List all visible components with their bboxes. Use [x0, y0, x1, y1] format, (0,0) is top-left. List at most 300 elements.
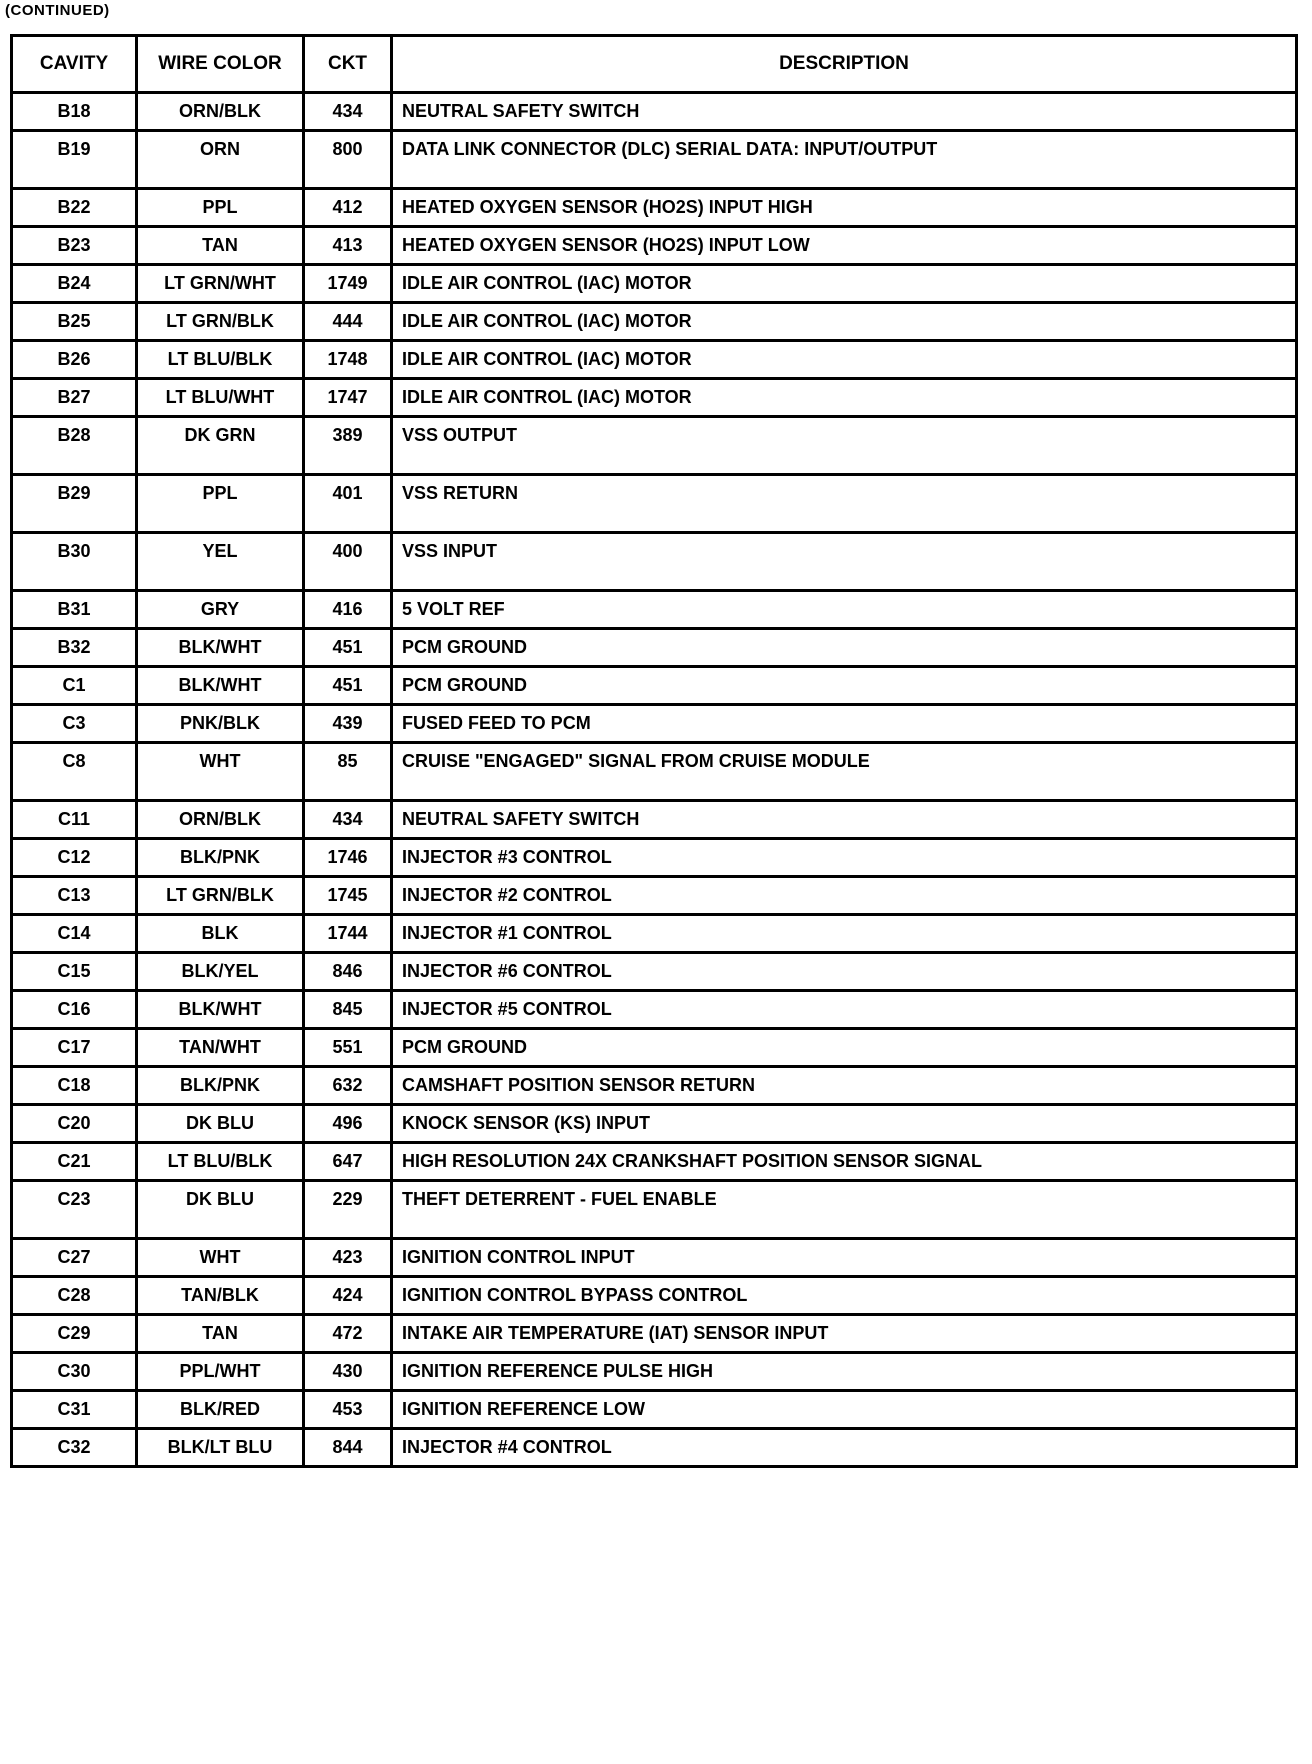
- cavity-value: B23: [57, 235, 91, 255]
- description-cell: [392, 877, 1297, 915]
- ckt-cell: [304, 591, 392, 629]
- cavity-value: B19: [57, 139, 91, 159]
- table-row: [12, 417, 1297, 475]
- cavity-value: C32: [57, 1437, 91, 1457]
- wire-color-cell: [137, 915, 304, 953]
- description-cell: [392, 303, 1297, 341]
- cavity-cell: [12, 1391, 137, 1429]
- description-value: IGNITION CONTROL BYPASS CONTROL: [402, 1285, 748, 1305]
- header-row: [12, 36, 1297, 93]
- ckt-value: 844: [332, 1437, 363, 1457]
- ckt-cell: [304, 991, 392, 1029]
- ckt-cell: [304, 1029, 392, 1067]
- description-value: FUSED FEED TO PCM: [402, 713, 591, 733]
- ckt-cell: [304, 1143, 392, 1181]
- wire-color-value: BLK/PNK: [180, 847, 260, 867]
- column-header-ckt: CKT: [304, 36, 392, 93]
- ckt-cell: [304, 801, 392, 839]
- wire-color-cell: [137, 417, 304, 475]
- cavity-cell: [12, 1315, 137, 1353]
- description-cell: [392, 1105, 1297, 1143]
- table-row: [12, 1353, 1297, 1391]
- ckt-cell: [304, 953, 392, 991]
- cavity-value: C12: [57, 847, 91, 867]
- ckt-cell: [304, 1239, 392, 1277]
- wire-color-value: LT BLU/BLK: [167, 1151, 273, 1171]
- wire-color-value: PNK/BLK: [180, 713, 260, 733]
- description-cell: [392, 417, 1297, 475]
- cavity-value: C31: [57, 1399, 91, 1419]
- wire-color-value: YEL: [202, 541, 238, 561]
- wire-color-value: LT BLU/WHT: [165, 387, 275, 407]
- wire-color-cell: [137, 265, 304, 303]
- wire-color-value: ORN/BLK: [179, 101, 261, 121]
- wire-color-cell: [137, 667, 304, 705]
- cavity-value: B22: [57, 197, 91, 217]
- wire-color-cell: [137, 1277, 304, 1315]
- description-cell: [392, 475, 1297, 533]
- table-row: [12, 1429, 1297, 1467]
- ckt-cell: [304, 915, 392, 953]
- wire-color-cell: [137, 1391, 304, 1429]
- cavity-cell: [12, 953, 137, 991]
- cavity-cell: [12, 629, 137, 667]
- description-cell: [392, 839, 1297, 877]
- ckt-cell: [304, 341, 392, 379]
- description-value: VSS OUTPUT: [402, 425, 518, 445]
- wire-color-value: BLK/PNK: [180, 1075, 260, 1095]
- description-value: DATA LINK CONNECTOR (DLC) SERIAL DATA: INPUT/OUTPUT: [402, 139, 938, 159]
- description-value: INJECTOR #1 CONTROL: [402, 923, 612, 943]
- cavity-cell: [12, 379, 137, 417]
- table-row: [12, 1315, 1297, 1353]
- wire-color-value: BLK/RED: [180, 1399, 260, 1419]
- cavity-cell: [12, 1429, 137, 1467]
- wire-color-value: LT GRN/BLK: [166, 885, 274, 905]
- wire-color-cell: [137, 189, 304, 227]
- ckt-value: 85: [337, 751, 358, 771]
- description-cell: [392, 533, 1297, 591]
- wire-color-value: WHT: [199, 751, 241, 771]
- ckt-value: 389: [332, 425, 363, 445]
- description-cell: [392, 265, 1297, 303]
- description-value: HEATED OXYGEN SENSOR (HO2S) INPUT HIGH: [402, 197, 813, 217]
- description-value: IDLE AIR CONTROL (IAC) MOTOR: [402, 387, 692, 407]
- description-value: HEATED OXYGEN SENSOR (HO2S) INPUT LOW: [402, 235, 810, 255]
- table-row: [12, 533, 1297, 591]
- wire-color-cell: [137, 1105, 304, 1143]
- ckt-cell: [304, 93, 392, 131]
- description-cell: [392, 915, 1297, 953]
- ckt-value: 434: [332, 101, 363, 121]
- ckt-value: 632: [332, 1075, 363, 1095]
- wire-color-value: LT GRN/BLK: [166, 311, 274, 331]
- wire-color-cell: [137, 1239, 304, 1277]
- wire-color-cell: [137, 591, 304, 629]
- description-cell: [392, 991, 1297, 1029]
- wire-color-cell: [137, 743, 304, 801]
- ckt-value: 229: [332, 1189, 363, 1209]
- table-row: [12, 991, 1297, 1029]
- description-cell: [392, 1277, 1297, 1315]
- ckt-value: 1745: [327, 885, 368, 905]
- cavity-cell: [12, 801, 137, 839]
- wire-color-value: TAN/WHT: [179, 1037, 261, 1057]
- description-value: INJECTOR #6 CONTROL: [402, 961, 612, 981]
- ckt-cell: [304, 1181, 392, 1239]
- ckt-cell: [304, 227, 392, 265]
- wire-color-cell: [137, 1029, 304, 1067]
- description-cell: [392, 341, 1297, 379]
- description-cell: [392, 379, 1297, 417]
- ckt-value: 845: [332, 999, 363, 1019]
- cavity-value: C16: [57, 999, 91, 1019]
- wire-color-cell: [137, 379, 304, 417]
- ckt-cell: [304, 303, 392, 341]
- wire-color-cell: [137, 953, 304, 991]
- wire-color-value: BLK/YEL: [181, 961, 259, 981]
- cavity-value: C14: [57, 923, 91, 943]
- table-row: [12, 705, 1297, 743]
- cavity-cell: [12, 533, 137, 591]
- ckt-cell: [304, 1105, 392, 1143]
- cavity-cell: [12, 475, 137, 533]
- table-row: [12, 953, 1297, 991]
- ckt-cell: [304, 1315, 392, 1353]
- column-header-description: DESCRIPTION: [392, 36, 1297, 93]
- description-value: IDLE AIR CONTROL (IAC) MOTOR: [402, 311, 692, 331]
- wire-color-value: PPL: [202, 483, 238, 503]
- ckt-value: 430: [332, 1361, 363, 1381]
- wire-color-value: PPL: [202, 197, 238, 217]
- ckt-cell: [304, 629, 392, 667]
- description-cell: [392, 1429, 1297, 1467]
- column-header-cavity: CAVITY: [12, 36, 137, 93]
- wire-color-cell: [137, 533, 304, 591]
- cavity-cell: [12, 667, 137, 705]
- ckt-cell: [304, 667, 392, 705]
- ckt-cell: [304, 265, 392, 303]
- cavity-cell: [12, 265, 137, 303]
- ckt-cell: [304, 1391, 392, 1429]
- cavity-cell: [12, 227, 137, 265]
- description-value: NEUTRAL SAFETY SWITCH: [402, 809, 640, 829]
- cavity-value: C21: [57, 1151, 91, 1171]
- wire-color-value: BLK/WHT: [178, 675, 262, 695]
- description-value: INJECTOR #2 CONTROL: [402, 885, 612, 905]
- ckt-value: 444: [332, 311, 363, 331]
- cavity-cell: [12, 189, 137, 227]
- wire-color-cell: [137, 341, 304, 379]
- cavity-cell: [12, 1105, 137, 1143]
- wire-color-cell: [137, 991, 304, 1029]
- ckt-cell: [304, 877, 392, 915]
- wire-color-cell: [137, 131, 304, 189]
- cavity-cell: [12, 303, 137, 341]
- wire-color-value: DK BLU: [186, 1113, 254, 1133]
- table-row: [12, 1277, 1297, 1315]
- cavity-cell: [12, 93, 137, 131]
- wire-color-cell: [137, 877, 304, 915]
- ckt-cell: [304, 189, 392, 227]
- wire-color-cell: [137, 801, 304, 839]
- cavity-cell: [12, 705, 137, 743]
- cavity-value: B31: [57, 599, 91, 619]
- cavity-value: B25: [57, 311, 91, 331]
- cavity-value: C23: [57, 1189, 91, 1209]
- ckt-value: 413: [332, 235, 363, 255]
- column-header-wire-color: WIRE COLOR: [137, 36, 304, 93]
- ckt-value: 496: [332, 1113, 363, 1133]
- table-row: [12, 1181, 1297, 1239]
- wire-color-cell: [137, 1315, 304, 1353]
- cavity-value: B28: [57, 425, 91, 445]
- ckt-value: 472: [332, 1323, 363, 1343]
- wire-color-value: BLK/LT BLU: [167, 1437, 273, 1457]
- table-body: [12, 93, 1297, 1467]
- description-value: CAMSHAFT POSITION SENSOR RETURN: [402, 1075, 756, 1095]
- ckt-value: 439: [332, 713, 363, 733]
- table-row: [12, 667, 1297, 705]
- description-value: PCM GROUND: [402, 675, 527, 695]
- table-row: [12, 839, 1297, 877]
- wire-color-value: TAN/BLK: [181, 1285, 259, 1305]
- cavity-cell: [12, 1029, 137, 1067]
- table-row: [12, 877, 1297, 915]
- description-cell: [392, 93, 1297, 131]
- cavity-cell: [12, 1067, 137, 1105]
- wire-color-value: ORN/BLK: [179, 809, 261, 829]
- description-cell: [392, 743, 1297, 801]
- cavity-value: C17: [57, 1037, 91, 1057]
- description-value: PCM GROUND: [402, 637, 527, 657]
- description-cell: [392, 1239, 1297, 1277]
- wire-color-value: LT BLU/BLK: [167, 349, 273, 369]
- description-cell: [392, 591, 1297, 629]
- cavity-value: B29: [57, 483, 91, 503]
- cavity-cell: [12, 1239, 137, 1277]
- ckt-cell: [304, 743, 392, 801]
- description-value: PCM GROUND: [402, 1037, 527, 1057]
- cavity-cell: [12, 915, 137, 953]
- table-row: [12, 1029, 1297, 1067]
- cavity-value: B18: [57, 101, 91, 121]
- description-cell: [392, 1029, 1297, 1067]
- table-row: [12, 629, 1297, 667]
- ckt-value: 1748: [327, 349, 368, 369]
- table-row: [12, 131, 1297, 189]
- cavity-value: C29: [57, 1323, 91, 1343]
- ckt-cell: [304, 475, 392, 533]
- cavity-value: C27: [57, 1247, 91, 1267]
- wire-color-cell: [137, 303, 304, 341]
- description-cell: [392, 801, 1297, 839]
- ckt-value: 1749: [327, 273, 368, 293]
- description-value: THEFT DETERRENT - FUEL ENABLE: [402, 1189, 717, 1209]
- description-value: NEUTRAL SAFETY SWITCH: [402, 101, 640, 121]
- wire-color-value: TAN: [202, 235, 238, 255]
- ckt-value: 800: [332, 139, 363, 159]
- description-cell: [392, 705, 1297, 743]
- ckt-value: 1747: [327, 387, 368, 407]
- cavity-cell: [12, 417, 137, 475]
- cavity-value: C8: [62, 751, 86, 771]
- wire-color-value: WHT: [199, 1247, 241, 1267]
- description-cell: [392, 629, 1297, 667]
- ckt-cell: [304, 379, 392, 417]
- wire-color-value: PPL/WHT: [179, 1361, 261, 1381]
- cavity-value: B26: [57, 349, 91, 369]
- cavity-cell: [12, 341, 137, 379]
- wire-color-cell: [137, 1181, 304, 1239]
- wire-color-value: LT GRN/WHT: [164, 273, 276, 293]
- wire-color-value: TAN: [202, 1323, 238, 1343]
- wire-color-cell: [137, 227, 304, 265]
- connector-pinout-table: [10, 34, 1298, 1468]
- description-value: VSS RETURN: [402, 483, 519, 503]
- cavity-value: B24: [57, 273, 91, 293]
- cavity-cell: [12, 1181, 137, 1239]
- wire-color-cell: [137, 475, 304, 533]
- cavity-value: B27: [57, 387, 91, 407]
- table-row: [12, 265, 1297, 303]
- ckt-value: 1744: [327, 923, 368, 943]
- description-value: 5 VOLT REF: [402, 599, 505, 619]
- table-row: [12, 379, 1297, 417]
- cavity-cell: [12, 1143, 137, 1181]
- ckt-value: 551: [332, 1037, 363, 1057]
- table-row: [12, 801, 1297, 839]
- ckt-cell: [304, 1429, 392, 1467]
- ckt-value: 416: [332, 599, 363, 619]
- description-value: KNOCK SENSOR (KS) INPUT: [402, 1113, 651, 1133]
- wire-color-cell: [137, 1353, 304, 1391]
- cavity-value: C28: [57, 1285, 91, 1305]
- ckt-value: 451: [332, 675, 363, 695]
- wire-color-value: ORN: [200, 139, 240, 159]
- table-row: [12, 1143, 1297, 1181]
- cavity-value: C1: [62, 675, 86, 695]
- cavity-value: B32: [57, 637, 91, 657]
- description-value: INJECTOR #5 CONTROL: [402, 999, 612, 1019]
- ckt-cell: [304, 1353, 392, 1391]
- cavity-cell: [12, 877, 137, 915]
- table-row: [12, 1391, 1297, 1429]
- wire-color-value: GRY: [200, 599, 240, 619]
- ckt-cell: [304, 131, 392, 189]
- wire-color-cell: [137, 629, 304, 667]
- table-row: [12, 1067, 1297, 1105]
- wire-color-cell: [137, 1429, 304, 1467]
- wire-color-value: BLK/WHT: [178, 637, 262, 657]
- cavity-value: C3: [62, 713, 86, 733]
- description-value: INTAKE AIR TEMPERATURE (IAT) SENSOR INPUT: [402, 1323, 829, 1343]
- description-value: IGNITION REFERENCE LOW: [402, 1399, 645, 1419]
- wire-color-cell: [137, 705, 304, 743]
- description-value: IGNITION REFERENCE PULSE HIGH: [402, 1361, 714, 1381]
- table-row: [12, 303, 1297, 341]
- description-value: VSS INPUT: [402, 541, 498, 561]
- description-cell: [392, 1143, 1297, 1181]
- ckt-cell: [304, 705, 392, 743]
- description-cell: [392, 1353, 1297, 1391]
- ckt-value: 453: [332, 1399, 363, 1419]
- ckt-value: 451: [332, 637, 363, 657]
- cavity-cell: [12, 131, 137, 189]
- description-cell: [392, 1315, 1297, 1353]
- description-value: IGNITION CONTROL INPUT: [402, 1247, 635, 1267]
- description-value: CRUISE "ENGAGED" SIGNAL FROM CRUISE MODULE: [402, 751, 870, 771]
- ckt-cell: [304, 533, 392, 591]
- ckt-value: 434: [332, 809, 363, 829]
- ckt-value: 1746: [327, 847, 368, 867]
- cavity-value: C15: [57, 961, 91, 981]
- cavity-value: C20: [57, 1113, 91, 1133]
- ckt-cell: [304, 839, 392, 877]
- wire-color-value: BLK: [201, 923, 239, 943]
- wire-color-value: DK GRN: [184, 425, 256, 445]
- description-value: HIGH RESOLUTION 24X CRANKSHAFT POSITION SENSOR SIGNAL: [402, 1151, 983, 1171]
- wire-color-value: BLK/WHT: [178, 999, 262, 1019]
- description-value: IDLE AIR CONTROL (IAC) MOTOR: [402, 349, 692, 369]
- ckt-value: 424: [332, 1285, 363, 1305]
- table-row: [12, 475, 1297, 533]
- description-cell: [392, 953, 1297, 991]
- table-row: [12, 189, 1297, 227]
- description-cell: [392, 1181, 1297, 1239]
- description-value: IDLE AIR CONTROL (IAC) MOTOR: [402, 273, 692, 293]
- table-row: [12, 915, 1297, 953]
- continued-note: (CONTINUED): [5, 2, 110, 19]
- wire-color-cell: [137, 1067, 304, 1105]
- cavity-cell: [12, 991, 137, 1029]
- table-row: [12, 341, 1297, 379]
- table-row: [12, 1239, 1297, 1277]
- description-cell: [392, 227, 1297, 265]
- cavity-value: C13: [57, 885, 91, 905]
- wire-color-cell: [137, 839, 304, 877]
- description-cell: [392, 131, 1297, 189]
- cavity-value: C11: [57, 809, 91, 829]
- table-row: [12, 227, 1297, 265]
- description-cell: [392, 667, 1297, 705]
- ckt-value: 412: [332, 197, 363, 217]
- cavity-cell: [12, 591, 137, 629]
- table-row: [12, 743, 1297, 801]
- ckt-cell: [304, 417, 392, 475]
- wire-color-cell: [137, 93, 304, 131]
- description-value: INJECTOR #3 CONTROL: [402, 847, 612, 867]
- table-row: [12, 1105, 1297, 1143]
- cavity-value: B30: [57, 541, 91, 561]
- description-value: INJECTOR #4 CONTROL: [402, 1437, 612, 1457]
- cavity-cell: [12, 839, 137, 877]
- wire-color-cell: [137, 1143, 304, 1181]
- ckt-value: 400: [332, 541, 363, 561]
- ckt-value: 647: [332, 1151, 363, 1171]
- description-cell: [392, 1391, 1297, 1429]
- description-cell: [392, 189, 1297, 227]
- table-row: [12, 591, 1297, 629]
- ckt-cell: [304, 1067, 392, 1105]
- cavity-cell: [12, 743, 137, 801]
- description-cell: [392, 1067, 1297, 1105]
- ckt-cell: [304, 1277, 392, 1315]
- ckt-value: 401: [332, 483, 363, 503]
- wire-color-value: DK BLU: [186, 1189, 254, 1209]
- cavity-value: C18: [57, 1075, 91, 1095]
- cavity-cell: [12, 1353, 137, 1391]
